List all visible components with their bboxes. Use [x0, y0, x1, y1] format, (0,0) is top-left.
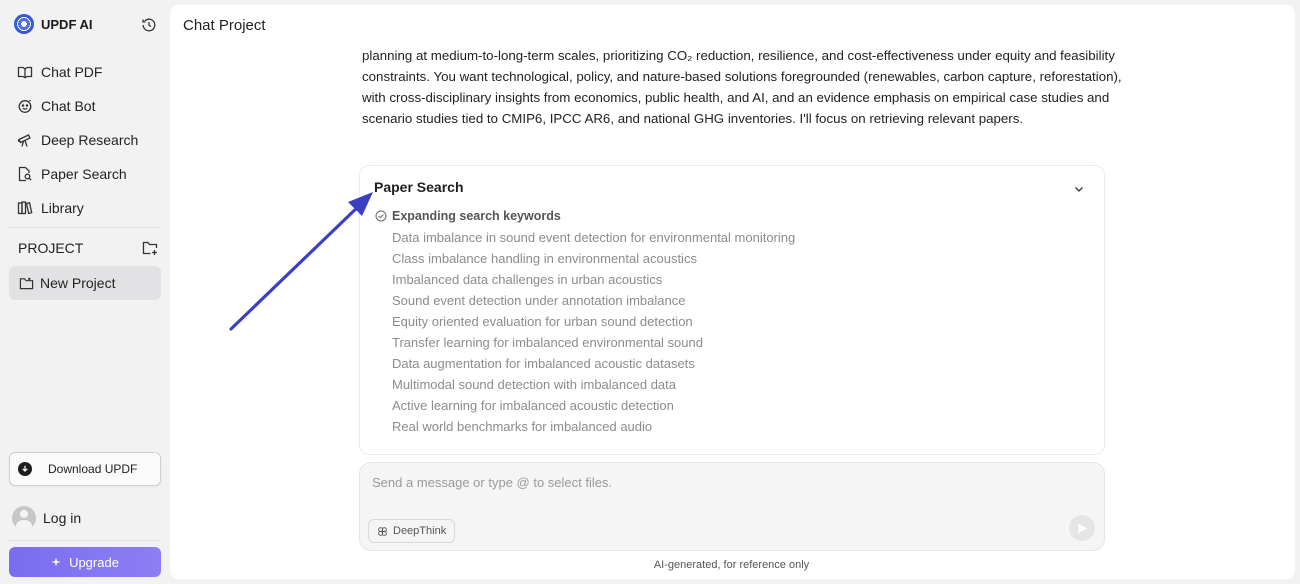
sidebar	[0, 0, 170, 584]
sidebar-nav	[9, 55, 162, 225]
message-line: planning at medium-to-long-term scales, prioritizing CO₂ reduction, resilience, and cost-effectiveness under equity and feasibility	[362, 48, 1115, 63]
list-item: Active learning for imbalanced acoustic detection	[392, 398, 674, 413]
document-search-icon	[17, 166, 33, 182]
sidebar-item-chat-bot[interactable]	[9, 89, 162, 123]
disclaimer-note	[170, 559, 1295, 571]
list-item: Multimodal sound detection with imbalanced data	[392, 377, 677, 392]
book-open-icon	[17, 64, 33, 80]
sidebar-item-library[interactable]	[9, 191, 162, 225]
sidebar-divider	[9, 227, 161, 228]
send-icon	[1076, 522, 1089, 535]
bot-face-icon	[17, 98, 33, 114]
list-item: Transfer learning for imbalanced environmental sound	[392, 335, 703, 350]
download-icon	[18, 462, 32, 476]
list-item: Data augmentation for imbalanced acoustic datasets	[392, 356, 695, 371]
page-title: Chat Project	[183, 17, 266, 34]
login-button[interactable]	[12, 506, 81, 530]
list-item: Data imbalance in sound event detection for environmental monitoring	[392, 230, 796, 245]
list-item: Class imbalance handling in environmental acoustics	[392, 251, 697, 266]
sidebar-item-label: Chat Bot	[41, 98, 96, 114]
sidebar-item-label: Chat PDF	[41, 64, 103, 80]
avatar	[12, 506, 36, 530]
folder-icon	[19, 276, 34, 291]
message-line: with cross-disciplinary insights from economics, public health, and AI, and an evidence emphasis on empirical case studies and	[362, 90, 1110, 105]
sidebar-item-paper-search[interactable]	[9, 157, 162, 191]
assistant-message	[362, 45, 1122, 129]
sidebar-divider	[9, 540, 161, 541]
download-updf-button[interactable]	[9, 452, 161, 486]
project-header-label: PROJECT	[18, 240, 84, 256]
message-composer	[359, 462, 1105, 551]
login-label: Log in	[43, 510, 82, 526]
project-section-header	[18, 240, 158, 256]
main-panel	[170, 5, 1295, 579]
deepthink-label: DeepThink	[393, 525, 447, 537]
search-step	[375, 209, 561, 223]
check-circle-icon	[375, 210, 387, 222]
keyword-list	[392, 227, 795, 437]
history-clock-icon[interactable]	[141, 17, 157, 33]
sidebar-item-deep-research[interactable]	[9, 123, 162, 157]
send-button[interactable]	[1069, 515, 1095, 541]
disclaimer-text: AI-generated, for reference only	[653, 559, 810, 571]
paper-search-card	[359, 165, 1105, 455]
sidebar-item-label: Paper Search	[41, 166, 127, 182]
upgrade-label: Upgrade	[69, 554, 119, 570]
list-item: Equity oriented evaluation for urban sound detection	[392, 314, 693, 329]
sidebar-item-label: Deep Research	[41, 132, 139, 148]
project-item-label: New Project	[40, 275, 116, 291]
brand-name: UPDF AI	[41, 16, 93, 32]
message-line: constraints. You want technological, policy, and nature-based solutions foregrounded (renewables, carbon capture, reforestation),	[362, 69, 1122, 84]
message-line: scenario studies tied to CMIP6, IPCC AR6, and national GHG inventories. I'll focus on retrieving relevant papers.	[362, 111, 1024, 126]
brand[interactable]	[14, 14, 93, 34]
upgrade-button[interactable]	[9, 547, 161, 577]
sidebar-item-label: Library	[41, 200, 84, 216]
sparkle-icon	[51, 557, 61, 567]
sidebar-item-chat-pdf[interactable]	[9, 55, 162, 89]
library-icon	[17, 200, 33, 216]
message-input[interactable]	[372, 475, 1012, 490]
new-folder-icon[interactable]	[142, 240, 158, 256]
chevron-down-icon[interactable]	[1073, 183, 1085, 195]
paper-search-title: Paper Search	[374, 179, 464, 195]
updf-logo-icon	[14, 14, 34, 34]
list-item: Real world benchmarks for imbalanced audio	[392, 419, 653, 434]
project-item-new-project[interactable]	[9, 266, 161, 300]
search-step-label: Expanding search keywords	[392, 209, 561, 223]
download-label: Download UPDF	[48, 462, 138, 476]
deepthink-toggle[interactable]	[368, 519, 455, 543]
telescope-icon	[17, 132, 33, 148]
list-item: Sound event detection under annotation imbalance	[392, 293, 686, 308]
deepthink-icon	[377, 526, 388, 537]
list-item: Imbalanced data challenges in urban acoustics	[392, 272, 663, 287]
